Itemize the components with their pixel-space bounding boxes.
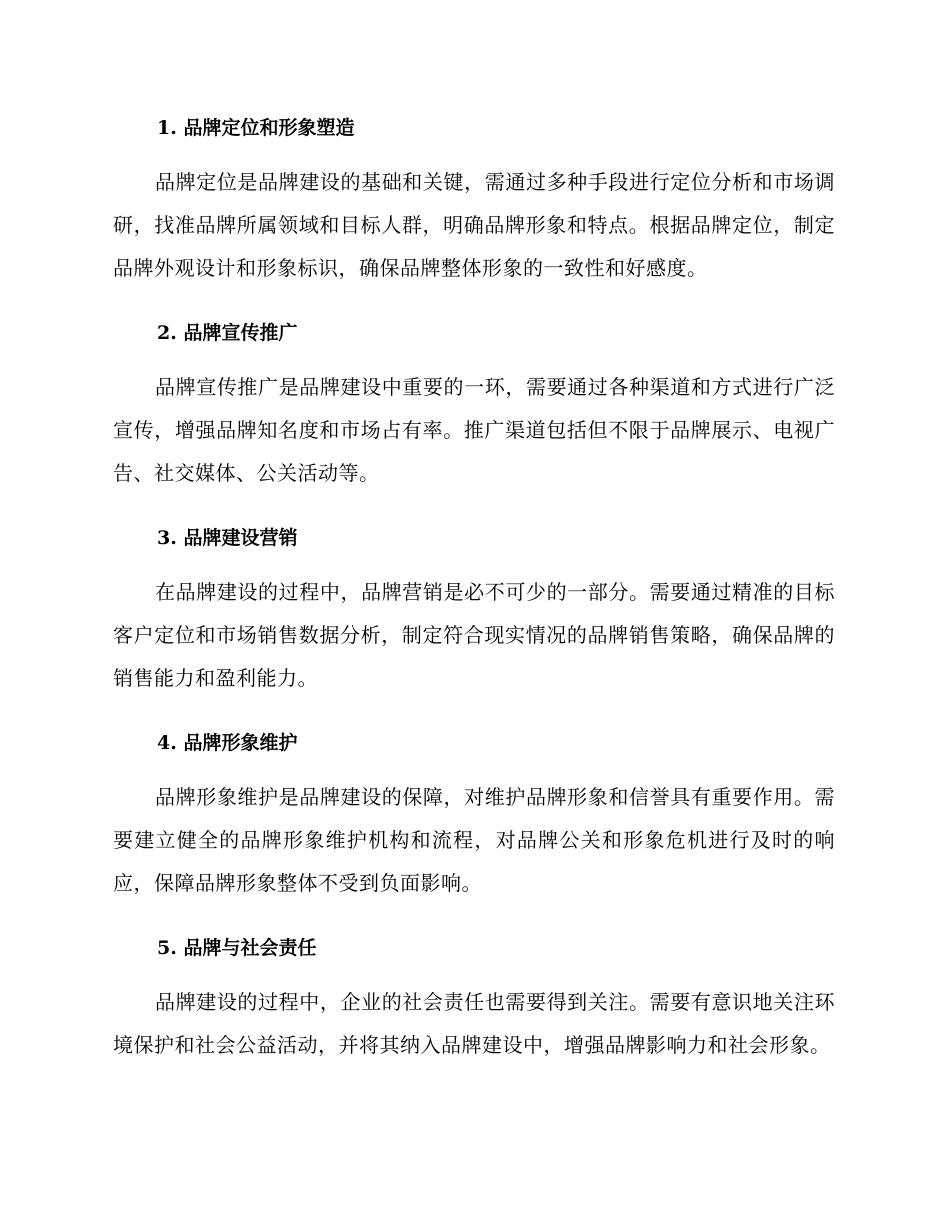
document-body	[113, 107, 835, 1067]
section-heading: 1. 品牌定位和形象塑造	[157, 117, 355, 139]
section-paragraph: 品牌形象维护是品牌建设的保障，对维护品牌形象和信誉具有重要作用。需要建立健全的品牌形象维护机构和流程，对品牌公关和形象危机进行及时的响应，保障品牌形象整体不受到负面影响。	[113, 785, 835, 895]
section-paragraph: 在品牌建设的过程中，品牌营销是必不可少的一部分。需要通过精准的目标客户定位和市场销售数据分析，制定符合现实情况的品牌销售策略，确保品牌的销售能力和盈利能力。	[113, 580, 835, 690]
section-brand-positioning	[113, 107, 835, 290]
section-paragraph: 品牌建设的过程中，企业的社会责任也需要得到关注。需要有意识地关注环境保护和社会公益活动，并将其纳入品牌建设中，增强品牌影响力和社会形象。	[113, 990, 835, 1057]
section-heading: 4. 品牌形象维护	[157, 732, 298, 754]
section-brand-promotion	[113, 312, 835, 495]
section-heading: 3. 品牌建设营销	[157, 527, 298, 549]
section-brand-marketing	[113, 517, 835, 700]
section-paragraph: 品牌宣传推广是品牌建设中重要的一环，需要通过各种渠道和方式进行广泛宣传，增强品牌知名度和市场占有率。推广渠道包括但不限于品牌展示、电视广告、社交媒体、公关活动等。	[113, 375, 835, 485]
section-brand-image-maintenance	[113, 722, 835, 905]
section-brand-social-responsibility	[113, 927, 835, 1067]
section-paragraph: 品牌定位是品牌建设的基础和关键，需通过多种手段进行定位分析和市场调研，找准品牌所属领域和目标人群，明确品牌形象和特点。根据品牌定位，制定品牌外观设计和形象标识，确保品牌整体形象的一致性和好感度。	[113, 170, 835, 280]
section-heading: 5. 品牌与社会责任	[157, 937, 317, 959]
section-heading: 2. 品牌宣传推广	[157, 322, 298, 344]
